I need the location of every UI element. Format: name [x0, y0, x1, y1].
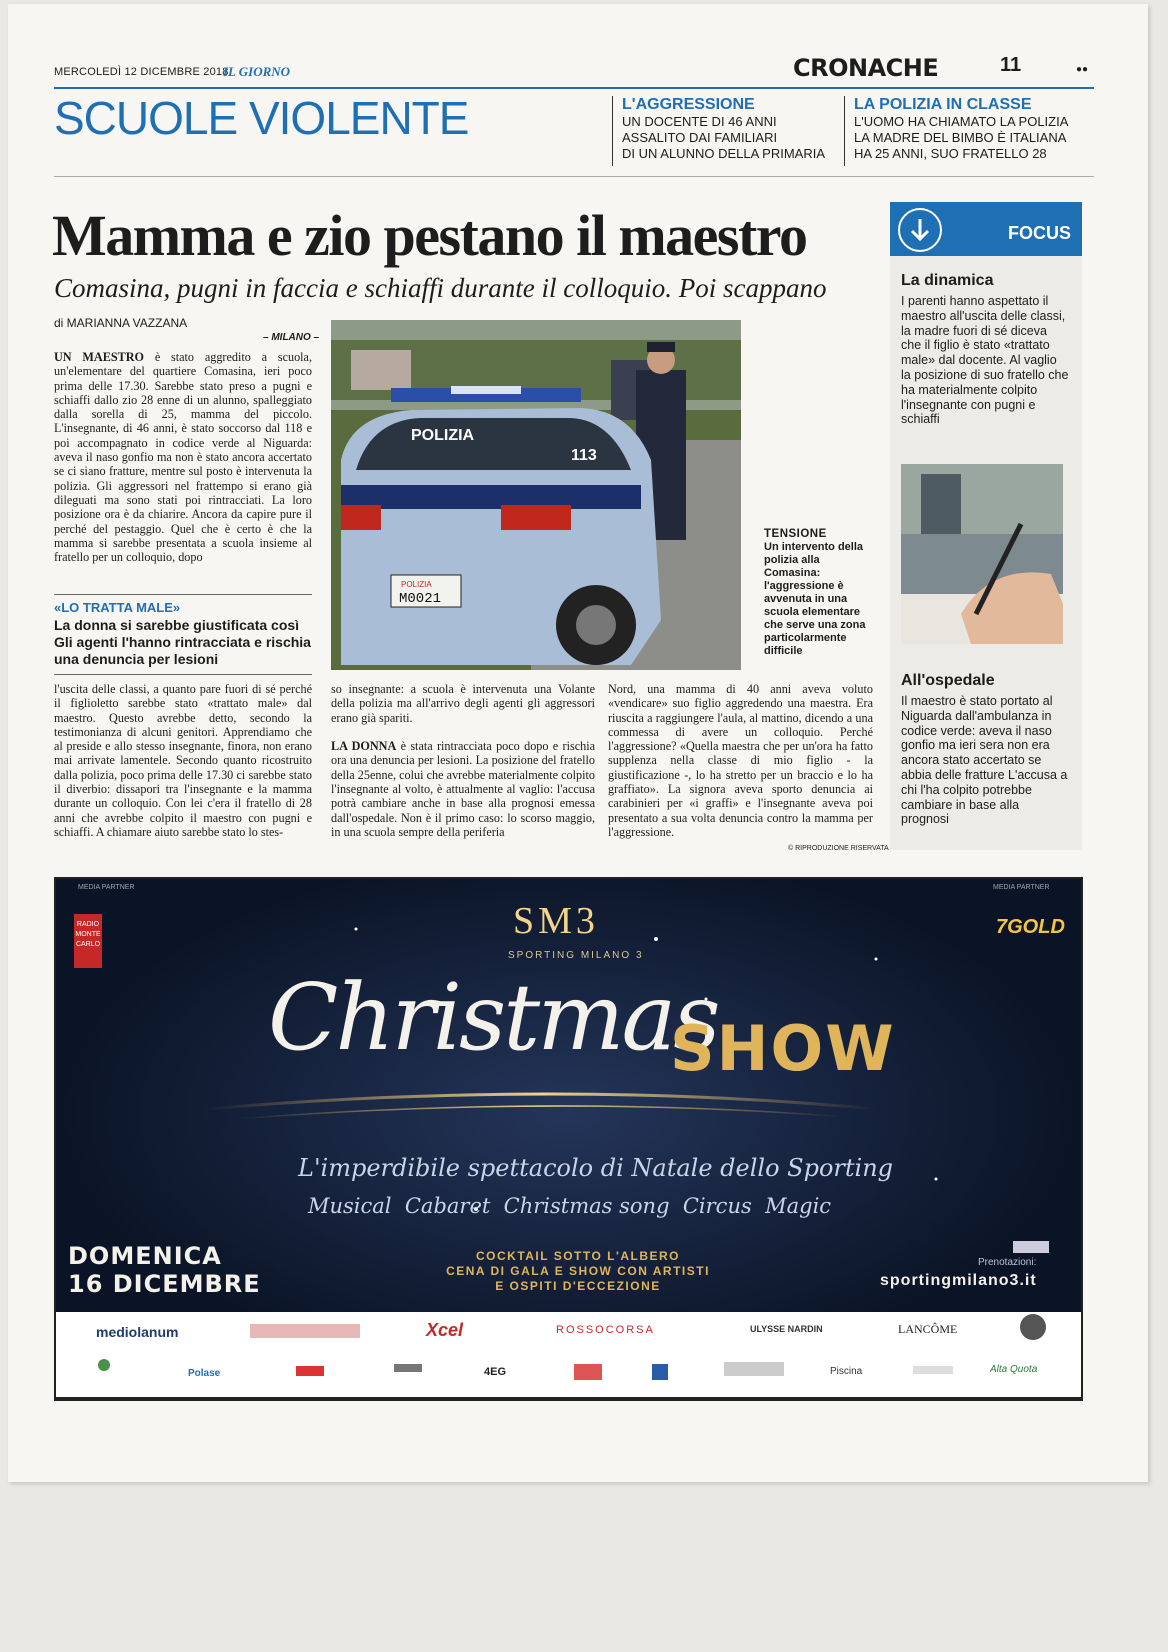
article-column-3	[608, 682, 873, 844]
section-title: CRONACHE	[793, 54, 939, 82]
focus-heading: All'ospedale	[901, 672, 995, 689]
arrow-down-icon	[898, 208, 942, 252]
box-title: L'AGGRESSIONE	[622, 96, 755, 113]
pull-quote-label: «LO TRATTA MALE»	[54, 600, 181, 615]
info-line: CENA DI GALA E SHOW CON ARTISTI	[446, 1264, 710, 1278]
event-date-text: 16 DICEMBRE	[68, 1270, 261, 1298]
rule	[54, 594, 312, 595]
sponsor-logo	[296, 1366, 324, 1376]
photo-caption	[764, 528, 874, 658]
plate-top: POLIZIA	[401, 580, 432, 589]
focus-text: I parenti hanno aspettato il maestro all'uscita delle classi, la madre fuori di sé diceva che il figlio è stato «trattato male» dal docente. Al vaglio la posizione di suo fratello che ha materialmente colpito l'insegnante con pugni e schiaffi	[901, 294, 1069, 427]
lead-in: LA DONNA	[331, 739, 397, 754]
body-text: so insegnante: a scuola è intervenuta una Volante della polizia ma all'arrivo degli agenti gli aggressori erano già spariti.	[331, 682, 595, 725]
car-number: 113	[571, 447, 597, 464]
sponsor-logo: Piscina	[830, 1366, 863, 1377]
sponsor-logo	[1020, 1314, 1046, 1340]
logo-text: CARLO	[75, 941, 101, 948]
divider	[612, 96, 613, 166]
box-aggressione	[622, 96, 832, 162]
7gold-logo: 7GOLD	[996, 916, 1065, 938]
box-polizia	[854, 96, 1094, 162]
website-link[interactable]: sportingmilano3.it	[880, 1272, 1037, 1289]
car-label: POLIZIA	[411, 427, 475, 444]
body-text: è stata rintracciata poco dopo e rischia ora una denuncia per lesioni. La posizione del fratello della 25enne, colui che avrebbe materialmente colpito l'insegnante al volto, è attualmente al vaglio: l'accusa potrà cambiare anche in base alla prognosi emessa dall'ospedale. Non è il primo caso: lo scorso maggio, in una scuola sempre della periferia	[331, 739, 595, 839]
media-partner-label: MEDIA PARTNER	[993, 884, 1050, 891]
article-column-1	[54, 350, 312, 578]
sponsor-logo: ULYSSE NARDIN	[750, 1324, 823, 1334]
box-line: UN DOCENTE DI 46 ANNI	[622, 114, 777, 129]
sponsor-logo: Polase	[188, 1368, 221, 1379]
box-line: HA 25 ANNI, SUO FRATELLO 28	[854, 146, 1047, 161]
sm3-logo: SM3	[513, 900, 599, 942]
dateline: – MILANO –	[263, 332, 320, 343]
genres: Musical Cabaret Christmas song Circus Magic	[308, 1194, 832, 1218]
divider	[844, 96, 845, 166]
photo-illustration	[901, 464, 1063, 644]
box-line: L'UOMO HA CHIAMATO LA POLIZIA	[854, 114, 1069, 129]
headline: Mamma e zio pestano il maestro	[52, 203, 807, 268]
sponsor-logo	[394, 1364, 422, 1372]
page-number: 11	[1000, 54, 1022, 76]
info-line: COCKTAIL SOTTO L'ALBERO	[475, 1249, 681, 1263]
pull-quote: La donna si sarebbe giustificata così Gli agenti l'hanno rintracciata e rischia una denuncia per lesioni	[54, 617, 311, 667]
event-info	[428, 1249, 728, 1294]
kicker: SCUOLE VIOLENTE	[54, 92, 469, 144]
caption-text: Un intervento della polizia alla Comasina: l'aggressione è avvenuta in una scuola elementare che serve una zona particolarmente difficile	[764, 541, 866, 657]
sponsor-logo: Alta Quota	[990, 1364, 1038, 1375]
police-car-photo	[331, 320, 741, 670]
body-text: Nord, una mamma di 40 anni aveva voluto «vendicare» suo figlio aggredendo una maestra. Era riuscita a raggiungere l'aula, al mattino, dicendo a una commessa di avere un colloquio. Perché l'aggressione? «Quella maestra che per un'ora ha fatto supplenza nella classe di mio figlio - la giustificazione -, lo ha stretto per un braccio e lo ha graffiato». La signora aveva sporto denuncia ai carabinieri per «i graffi» e l'insegnante aveva poi presentato a sua volta denuncia contro la mamma per l'aggressione.	[608, 682, 873, 839]
plate-number: M0021	[399, 591, 442, 607]
article-column-1b	[54, 682, 312, 854]
sponsor-logo: mediolanum	[96, 1324, 179, 1340]
caption-title: TENSIONE	[764, 528, 827, 540]
logo-text: RADIO	[76, 921, 100, 928]
sponsor-logo	[250, 1324, 360, 1338]
lead-in: UN MAESTRO	[54, 350, 145, 364]
christmas-title: Christmas	[268, 964, 718, 1071]
box-title: LA POLIZIA IN CLASSE	[854, 96, 1032, 113]
event-day: DOMENICA	[68, 1242, 222, 1270]
subheadline: Comasina, pugni in faccia e schiaffi durante il colloquio. Poi scappano	[54, 273, 827, 303]
info-line: E OSPITI D'ECCEZIONE	[495, 1279, 661, 1293]
sponsor-logo	[913, 1366, 953, 1374]
tagline: L'imperdibile spettacolo di Natale dello Sporting	[298, 1154, 894, 1182]
sponsor-logo	[574, 1364, 602, 1380]
sponsor-logo: 4EG	[484, 1366, 507, 1378]
sponsor-logo: ROSSOCORSA	[556, 1324, 655, 1336]
newspaper-page	[8, 4, 1148, 1482]
booking-label: Prenotazioni:	[978, 1257, 1037, 1268]
box-line: LA MADRE DEL BIMBO È ITALIANA	[854, 130, 1067, 145]
rule	[54, 674, 312, 675]
box-line: DI UN ALUNNO DELLA PRIMARIA	[622, 146, 825, 161]
body-text: l'uscita delle classi, a quanto pare fuori di sé perché il figlioletto sarebbe stato «trattato male» dal maestro. Questo avrebbe detto, secondo la testimonianza di alcuni genitori. Apprendiamo che al preside e allo stesso insegnante, finora, non erano mai arrivate lamentele. Secondo quanto ricostruito dalla polizia, poco prima delle 17.30 ci sarebbe stato il diverbio: dissapori tra l'insegnante e la mamma durante un colloquio. Con lei c'era il fratello di 28 anni che avrebbe colpito il maestro con pugni e schiaffi. A chiamare aiuto sarebbe stato lo stes-	[54, 682, 312, 839]
show-title: SHOW	[670, 1012, 896, 1085]
article-column-2	[331, 682, 595, 854]
sponsor-logo	[652, 1364, 668, 1380]
writing-photo	[901, 464, 1063, 644]
sponsor-logo: Xcel	[426, 1320, 464, 1340]
sponsor-logo	[724, 1362, 784, 1376]
rule	[54, 176, 1094, 177]
box-line: ASSALITO DAI FAMILIARI	[622, 130, 778, 145]
byline: di MARIANNA VAZZANA	[54, 316, 188, 330]
sponsor-logo: LANCÔME	[898, 1322, 958, 1336]
radio-monte-carlo-logo	[74, 914, 102, 968]
logo-text: MONTE	[75, 931, 101, 938]
focus-label: FOCUS	[1008, 223, 1071, 243]
social-icons	[1013, 1241, 1049, 1253]
photo-illustration	[331, 320, 741, 670]
focus-heading: La dinamica	[901, 272, 994, 289]
issue-date: MERCOLEDÌ 12 DICEMBRE 2018	[54, 66, 229, 78]
media-partner-label: MEDIA PARTNER	[78, 884, 135, 891]
sponsor-logo	[98, 1359, 110, 1371]
focus-text: Il maestro è stato portato al Niguarda dall'ambulanza in codice verde: aveva il naso gonfio ma ieri sera non era ancora stato accertato se abbia delle fratture L'accusa a chi l'ha colpito potrebbe cambiare in base alla prognosi	[901, 694, 1068, 827]
body-text: è stato aggredito a scuola, un'elementare del quartiere Comasina, ieri poco prima delle 17.30. Sarebbe stato preso a pugni e schiaffi dallo zio 28 enne di un alunno, spalleggiato dalla sorella di 25, mamma del piccolo. L'insegnante, di 46 anni, è stato soccorso dal 118 e poi accompagnato in codice verde al Niguarda: aveva il naso gonfio ma non è stato ancora accertato se ci siano fratture, mentre sul posto è intervenuta la polizia. Gli aggressori nel frattempo si erano già dileguati ma sono stati poi rintracciati. La loro posizione ora è da chiarire. Ancora da capire pure il perché del pestaggio. Quel che è certo è che la mamma si sarebbe presentata a scuola insieme al fratello per un colloquio, dopo	[54, 350, 312, 565]
event-date	[68, 1242, 261, 1298]
dots-icon: ●●	[1076, 64, 1089, 75]
paper-name: IL GIORNO	[223, 64, 291, 79]
top-rule	[54, 87, 1094, 89]
sm3-subtitle: SPORTING MILANO 3	[508, 950, 644, 961]
copyright: © RIPRODUZIONE RISERVATA	[788, 845, 889, 852]
